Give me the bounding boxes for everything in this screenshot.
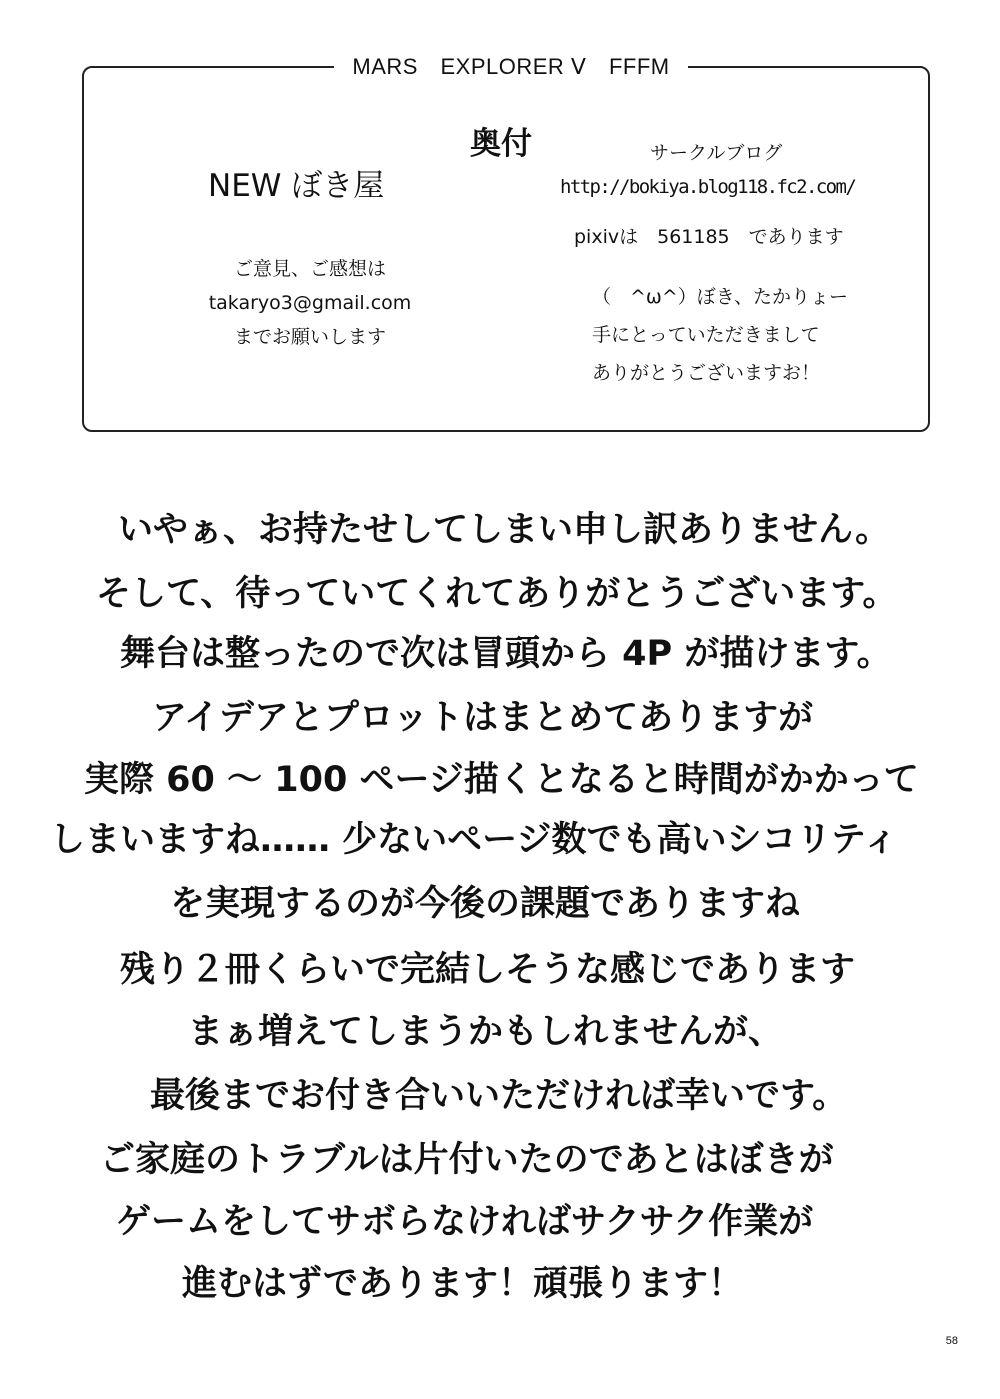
- greeting-line: （ ^ω^）ぼき、たかりょー: [592, 286, 848, 308]
- message-line: しまいますね…… 少ないページ数でも高いシコリティ: [50, 820, 898, 860]
- message-line: いやぁ、お持たせしてしまい申し訳ありません。: [118, 510, 891, 550]
- message-line: アイデアとプロットはまとめてありますが: [152, 698, 814, 738]
- feedback-block: [180, 252, 440, 354]
- message-line: まぁ増えてしまうかもしれませんが、: [188, 1012, 784, 1052]
- message-line: 進むはずであります！頑張ります！: [182, 1264, 744, 1304]
- message-line: ゲームをしてサボらなければサクサク作業が: [116, 1202, 814, 1242]
- message-line: そして、待っていてくれてありがとうございます。: [96, 574, 898, 614]
- pixiv-id: pixivは 561185 であります: [574, 226, 844, 248]
- greeting-block: [592, 278, 848, 392]
- series-title: MARS EXPLORER Ⅴ FFFM: [334, 52, 688, 82]
- message-line: ご家庭のトラブルは片付いたのであとはぼきが: [100, 1140, 834, 1180]
- message-line: 残り２冊くらいで完結しそうな感じであります: [120, 950, 856, 990]
- message-line: 最後までお付き合いいただければ幸いです。: [150, 1076, 848, 1116]
- blog-label: サークルブログ: [650, 142, 783, 164]
- greeting-line: ありがとうございますお！: [592, 362, 821, 384]
- message-line: 実際 60 ～ 100 ページ描くとなると時間がかかって: [84, 760, 919, 800]
- greeting-line: 手にとっていただきまして: [592, 324, 820, 346]
- blog-url: http://bokiya.blog118.fc2.com/: [560, 176, 856, 198]
- page-number: 58: [945, 1335, 958, 1347]
- colophon-heading: 奥付: [470, 126, 532, 162]
- feedback-line: ご意見、ご感想は: [233, 258, 386, 280]
- message-line: 舞台は整ったので次は冒頭から 4P が描けます。: [120, 634, 892, 674]
- contact-email: takaryo3@gmail.com: [208, 292, 412, 314]
- message-line: を実現するのが今後の課題でありますね: [170, 884, 801, 924]
- circle-name: NEW ぼき屋: [208, 168, 385, 204]
- feedback-line: までお願いします: [233, 326, 386, 348]
